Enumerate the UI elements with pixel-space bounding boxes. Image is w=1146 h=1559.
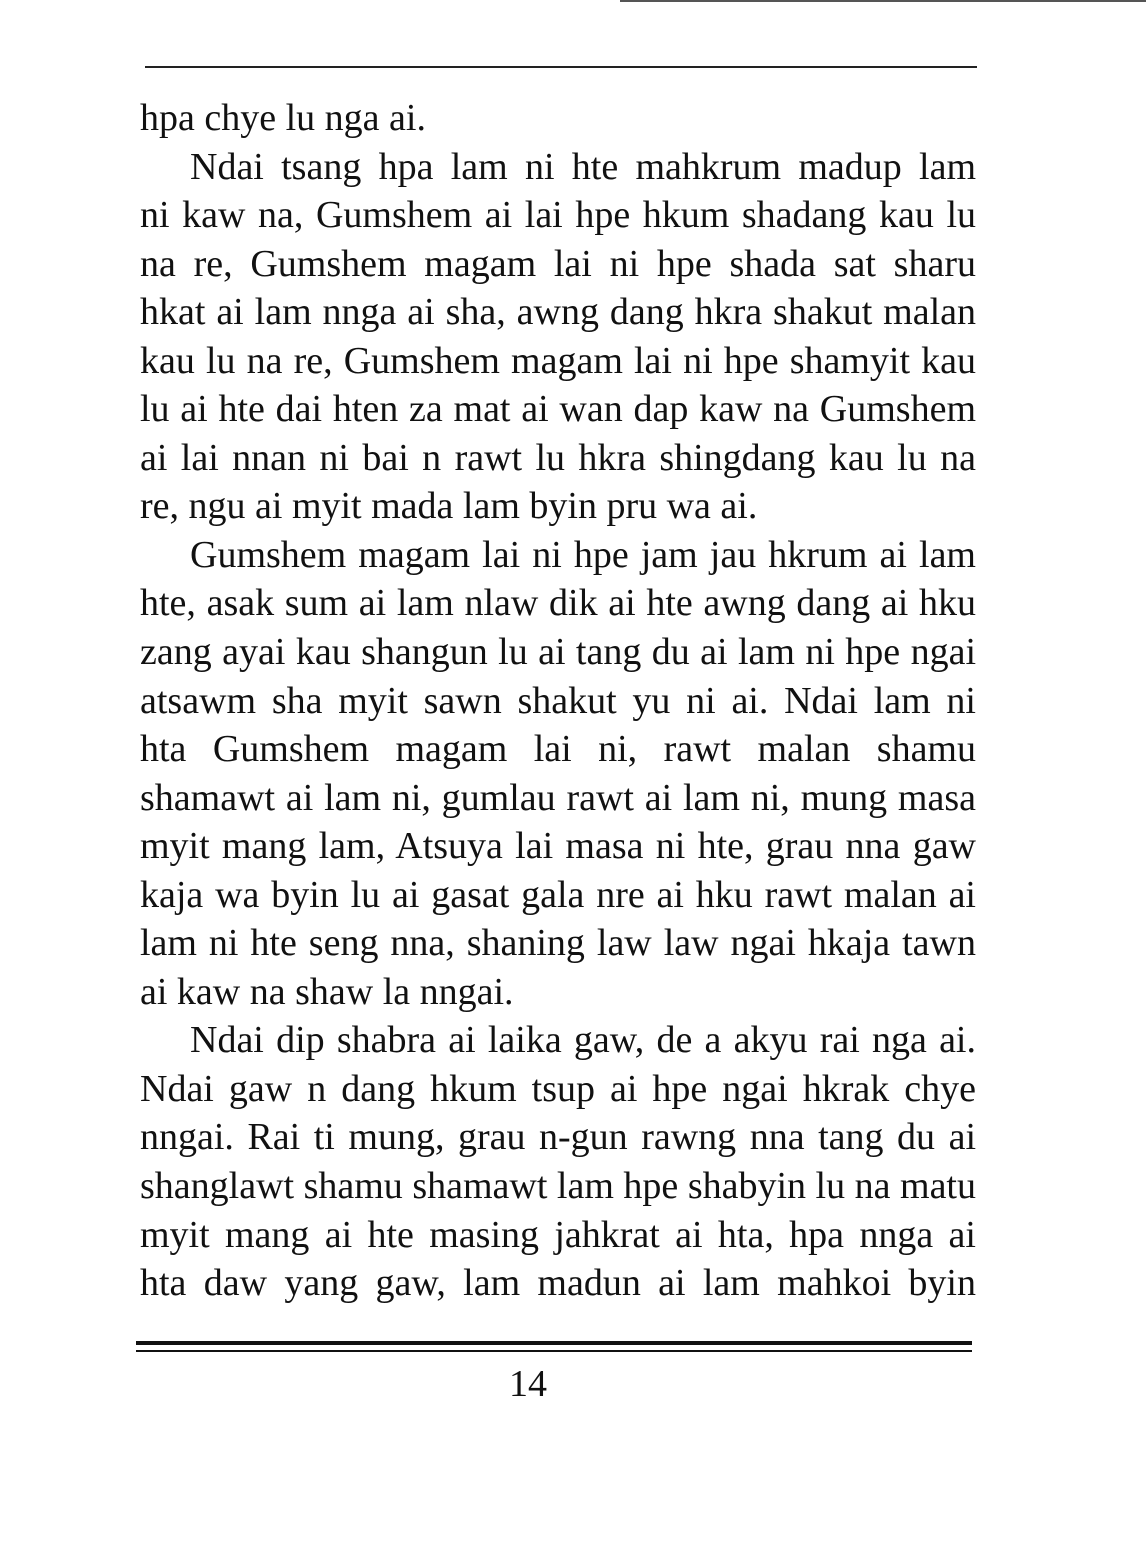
text-line: ai kaw na shaw la nngai. — [140, 970, 514, 1013]
text-line: lam ni hte seng nna, shaning law law ngai hkaja tawn — [140, 922, 976, 965]
text-line: na re, Gumshem magam lai ni hpe shada sat sharu — [140, 242, 976, 285]
text-line: hta daw yang gaw, lam madun ai lam mahkoi byin — [140, 1262, 976, 1305]
header-rule — [145, 66, 977, 68]
text-line: hpa chye lu nga ai. — [140, 97, 426, 139]
text-line: kau lu na re, Gumshem magam lai ni hpe shamyit kau — [140, 339, 976, 382]
body-text — [140, 94, 976, 1308]
text-line: hta Gumshem magam lai ni, rawt malan shamu — [140, 728, 976, 771]
footer-rule-thick — [136, 1341, 972, 1345]
text-line: kaja wa byin lu ai gasat gala nre ai hku rawt malan ai — [140, 873, 976, 916]
text-line: myit mang ai hte masing jahkrat ai hta, hpa nnga ai — [140, 1213, 976, 1256]
text-line: Ndai tsang hpa lam ni hte mahkrum madup lam — [190, 145, 976, 188]
text-line: Ndai gaw n dang hkum tsup ai hpe ngai hkrak chye — [140, 1067, 976, 1110]
text-line: re, ngu ai myit mada lam byin pru wa ai. — [140, 485, 758, 528]
text-line: lu ai hte dai hten za mat ai wan dap kaw na Gumshem — [140, 388, 976, 431]
text-line: zang ayai kau shangun lu ai tang du ai lam ni hpe ngai — [140, 631, 976, 674]
text-line: myit mang lam, Atsuya lai masa ni hte, grau nna gaw — [140, 825, 976, 868]
text-line: ai lai nnan ni bai n rawt lu hkra shingdang kau lu na — [140, 436, 976, 479]
text-line: shamawt ai lam ni, gumlau rawt ai lam ni, mung masa — [140, 776, 976, 819]
text-line: nngai. Rai ti mung, grau n-gun rawng nna tang du ai — [140, 1116, 976, 1159]
text-line: hkat ai lam nnga ai sha, awng dang hkra shakut malan — [140, 291, 976, 334]
text-line: Ndai dip shabra ai laika gaw, de a akyu rai nga ai. — [190, 1019, 976, 1062]
text-line: hte, asak sum ai lam nlaw dik ai hte awng dang ai hku — [140, 582, 976, 625]
text-line: Gumshem magam lai ni hpe jam jau hkrum ai lam — [190, 533, 976, 576]
text-line: ni kaw na, Gumshem ai lai hpe hkum shadang kau lu — [140, 194, 976, 237]
text-line: shanglawt shamu shamawt lam hpe shabyin lu na matu — [140, 1165, 976, 1208]
page-number: 14 — [509, 1363, 547, 1405]
footer-rule-thin — [136, 1350, 972, 1352]
text-line: atsawm sha myit sawn shakut yu ni ai. Ndai lam ni — [140, 679, 976, 722]
scan-edge-line — [620, 0, 1146, 2]
